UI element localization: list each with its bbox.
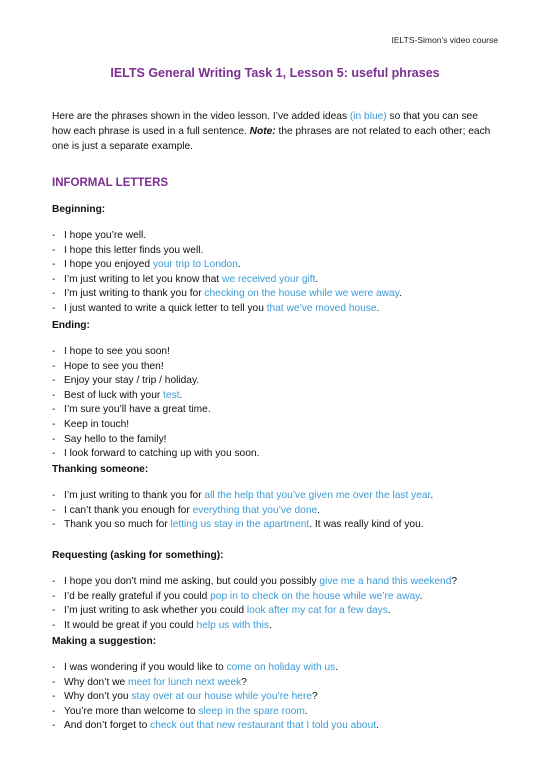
phrase-text: I hope you enjoyed	[64, 259, 153, 271]
list-item	[52, 244, 502, 259]
example-text: sleep in the spare room	[198, 705, 305, 717]
example-text: stay over at our house while you’re here	[131, 691, 313, 703]
intro-note-label: Note:	[249, 126, 276, 137]
phrase-text: I hope to see you soon!	[64, 346, 170, 357]
dash-bullet: -	[52, 302, 56, 314]
dash-bullet: -	[52, 230, 56, 241]
list-item	[52, 661, 502, 676]
intro-text-3: the phrases are not related to each other; each one is just a separate example.	[52, 126, 491, 152]
group-thanking	[52, 462, 502, 533]
dash-bullet: -	[52, 705, 56, 717]
phrase-text: I look forward to catching up with you soon.	[64, 448, 260, 460]
dash-bullet: -	[52, 676, 56, 688]
dash-bullet: -	[52, 448, 56, 460]
phrase-text: ?	[451, 576, 458, 587]
phrase-text: I hope this letter finds you well.	[64, 244, 204, 256]
dash-bullet: -	[52, 244, 56, 256]
phrase-text: . It was really kind of you.	[309, 519, 424, 531]
example-text: meet for lunch next week	[127, 676, 242, 688]
example-text: that we’ve moved house	[266, 302, 377, 314]
dash-bullet: -	[52, 346, 56, 357]
dash-bullet: -	[52, 288, 56, 300]
phrase-text: I’m just writing to thank you for	[64, 288, 205, 300]
phrase-text: Why don’t we	[64, 676, 128, 688]
example-text: checking on the house while we were away	[204, 288, 400, 300]
phrase-text: I’d be really grateful if you could	[64, 590, 211, 602]
group-heading: Thanking someone:	[52, 464, 149, 475]
list-item	[52, 518, 502, 533]
group-ending	[52, 318, 502, 462]
phrase-list	[52, 489, 502, 533]
group-suggestion	[52, 634, 502, 734]
list-item	[52, 705, 502, 720]
phrase-text: You’re more than welcome to	[64, 705, 199, 717]
list-item	[52, 619, 502, 634]
list-item	[52, 433, 502, 448]
phrase-text: Enjoy your stay / trip / holiday.	[64, 375, 200, 387]
list-item	[52, 690, 502, 705]
list-item	[52, 403, 502, 418]
dash-bullet: -	[52, 576, 56, 587]
phrase-text: .	[387, 605, 391, 617]
dash-bullet: -	[52, 519, 56, 531]
example-text: pop in to check on the house while we’re away	[210, 590, 420, 602]
phrase-text: It would be great if you could	[64, 619, 197, 631]
phrase-text: I was wondering if you would like to	[64, 662, 227, 673]
example-text: everything that you’ve done	[192, 504, 318, 516]
group-heading: Ending:	[52, 320, 90, 331]
page-title: IELTS General Writing Task 1, Lesson 5: useful phrases	[110, 66, 440, 80]
phrase-text: I can’t thank you enough for	[64, 504, 193, 516]
dash-bullet: -	[52, 360, 56, 372]
intro-paragraph	[52, 109, 498, 154]
phrase-list	[52, 345, 502, 462]
dash-bullet: -	[52, 720, 56, 732]
phrase-text: I’m sure you’ll have a great time.	[64, 404, 211, 416]
phrase-text: .	[335, 662, 339, 673]
phrase-text: I’m just writing to ask whether you could	[64, 605, 247, 617]
list-item	[52, 345, 502, 360]
header-note: IELTS-Simon’s video course	[391, 35, 498, 45]
phrase-text: .	[430, 490, 434, 501]
dash-bullet: -	[52, 691, 56, 703]
dash-bullet: -	[52, 418, 56, 430]
phrase-text: .	[419, 590, 423, 602]
dash-bullet: -	[52, 259, 56, 271]
dash-bullet: -	[52, 662, 56, 673]
phrase-text: .	[317, 504, 321, 516]
dash-bullet: -	[52, 504, 56, 516]
group-beginning	[52, 202, 502, 317]
phrase-list	[52, 575, 502, 633]
intro-text-2: so that you can see how each phrase is used in a full sentence.	[52, 111, 478, 137]
phrase-text: ?	[312, 691, 318, 703]
list-item	[52, 273, 502, 288]
list-item	[52, 489, 502, 504]
dash-bullet: -	[52, 590, 56, 602]
group-requesting	[52, 548, 502, 633]
example-text: letting us stay in the apartment	[170, 519, 310, 531]
list-item	[52, 360, 502, 375]
dash-bullet: -	[52, 490, 56, 501]
dash-bullet: -	[52, 273, 56, 285]
example-text: test	[163, 389, 180, 401]
list-item	[52, 447, 502, 462]
list-item	[52, 258, 502, 273]
list-item	[52, 389, 502, 404]
phrase-text: I hope you’re well.	[64, 230, 147, 241]
phrase-text: Say hello to the family!	[64, 433, 167, 445]
example-text: give me a hand this weekend	[319, 576, 452, 587]
phrase-text: I’m just writing to thank you for	[64, 490, 205, 501]
phrase-list	[52, 661, 502, 734]
example-text: check out that new restaurant that I told you about	[150, 720, 377, 732]
example-text: we received your gift	[221, 273, 316, 285]
dash-bullet: -	[52, 619, 56, 631]
dash-bullet: -	[52, 389, 56, 401]
phrase-text: .	[315, 273, 319, 285]
list-item	[52, 676, 502, 691]
list-item	[52, 418, 502, 433]
group-heading: Beginning:	[52, 204, 106, 215]
phrase-text: Hope to see you then!	[64, 360, 164, 372]
list-item	[52, 604, 502, 619]
list-item	[52, 575, 502, 590]
phrase-text: And don’t forget to	[64, 720, 151, 732]
list-item	[52, 504, 502, 519]
dash-bullet: -	[52, 375, 56, 387]
intro-text-1: Here are the phrases shown in the video lesson. I’ve added ideas	[52, 111, 350, 122]
intro-blue-text: (in blue)	[349, 111, 387, 122]
example-text: look after my cat for a few days	[246, 605, 388, 617]
phrase-text: Thank you so much for	[64, 519, 171, 531]
section-heading: INFORMAL LETTERS	[52, 177, 169, 189]
phrase-text: .	[399, 288, 402, 300]
phrase-text: I hope you don’t mind me asking, but could you possibly	[64, 576, 320, 587]
dash-bullet: -	[52, 404, 56, 416]
phrase-text: Keep in touch!	[64, 418, 130, 430]
group-heading: Making a suggestion:	[52, 636, 157, 647]
phrase-text: .	[304, 705, 308, 717]
list-item	[52, 229, 502, 244]
phrase-text: .	[237, 259, 241, 271]
phrase-text: .	[269, 619, 272, 631]
example-text: all the help that you’ve given me over the last year	[204, 490, 431, 501]
example-text: help us with this	[196, 619, 270, 631]
dash-bullet: -	[52, 433, 56, 445]
list-item	[52, 302, 502, 317]
list-item	[52, 590, 502, 605]
phrase-text: .	[376, 302, 380, 314]
example-text: your trip to London	[152, 259, 238, 271]
phrase-text: I just wanted to write a quick letter to tell you	[64, 302, 267, 314]
phrase-text: Best of luck with your	[64, 389, 164, 401]
phrase-list	[52, 229, 502, 317]
example-text: come on holiday with us	[226, 662, 336, 673]
list-item	[52, 287, 502, 302]
phrase-text: I’m just writing to let you know that	[64, 273, 222, 285]
dash-bullet: -	[52, 605, 56, 617]
phrase-text: .	[376, 720, 379, 732]
group-heading: Requesting (asking for something):	[52, 550, 224, 561]
phrase-text: Why don’t you	[64, 691, 132, 703]
list-item	[52, 374, 502, 389]
list-item	[52, 719, 502, 734]
phrase-text: ?	[241, 676, 247, 688]
phrase-text: .	[179, 389, 183, 401]
